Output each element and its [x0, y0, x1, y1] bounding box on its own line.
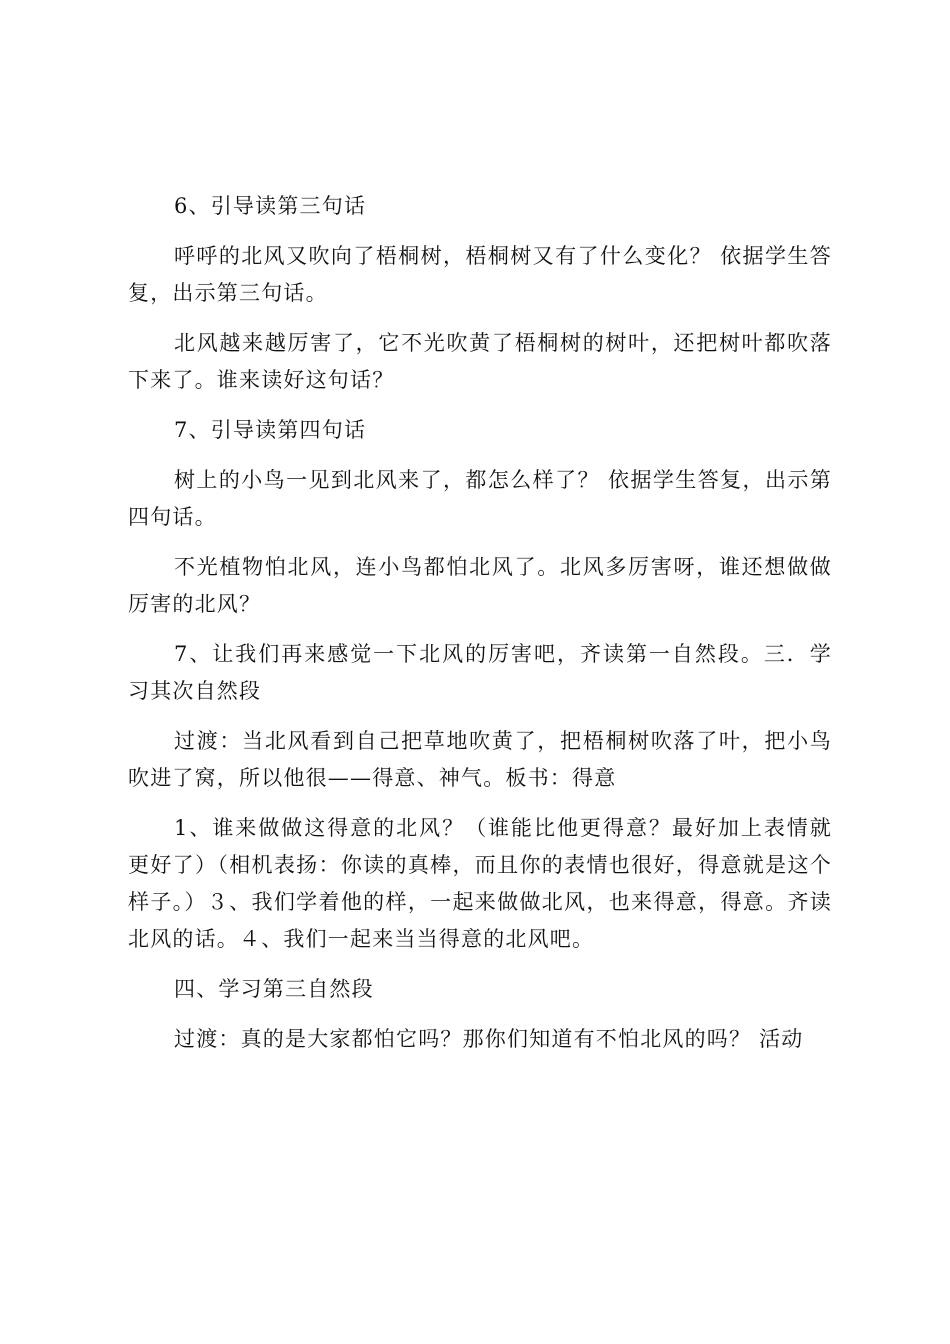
paragraph-question-wutong: 呼呼的北风又吹向了梧桐树，梧桐树又有了什么变化？ 依据学生答复，出示第三句话。 — [128, 244, 832, 305]
paragraph-proud-activities: 1、谁来做做这得意的北风？（谁能比他更得意？最好加上表情就更好了）（相机表扬：你读的真棒，而且你的表情也很好，得意就是这个样子。）３、我们学着他的样，一起来做做北风，也来得意，得意。齐读北风的话。４、我们一起来当当得意的北风吧。 — [128, 816, 832, 951]
paragraph-sentence-three: 北风越来越厉害了，它不光吹黄了梧桐树的树叶，还把树叶都吹落下来了。谁来读好这句话？ — [128, 331, 832, 392]
paragraph-transition-proud: 过渡：当北风看到自己把草地吹黄了，把梧桐树吹落了叶，把小鸟吹进了窝，所以他很——得意、神气。板书：得意 — [128, 729, 832, 790]
paragraph-transition-not-afraid: 过渡：真的是大家都怕它吗？那你们知道有不怕北风的吗？ 活动 — [174, 1027, 804, 1051]
paragraph-sentence-four: 不光植物怕北风，连小鸟都怕北风了。北风多厉害呀，谁还想做做厉害的北风？ — [128, 555, 832, 616]
heading-section-four: 四、学习第三自然段 — [174, 977, 374, 1001]
document-body — [128, 188, 832, 1071]
paragraph-read-together: 7、让我们再来感觉一下北风的厉害吧，齐读第一自然段。三．学习其次自然段 — [128, 642, 832, 703]
heading-step-7: 7、引导读第四句话 — [174, 418, 367, 442]
heading-step-6: 6、引导读第三句话 — [174, 194, 367, 218]
paragraph-question-birds: 树上的小鸟一见到北风来了，都怎么样了？ 依据学生答复，出示第四句话。 — [128, 468, 832, 529]
